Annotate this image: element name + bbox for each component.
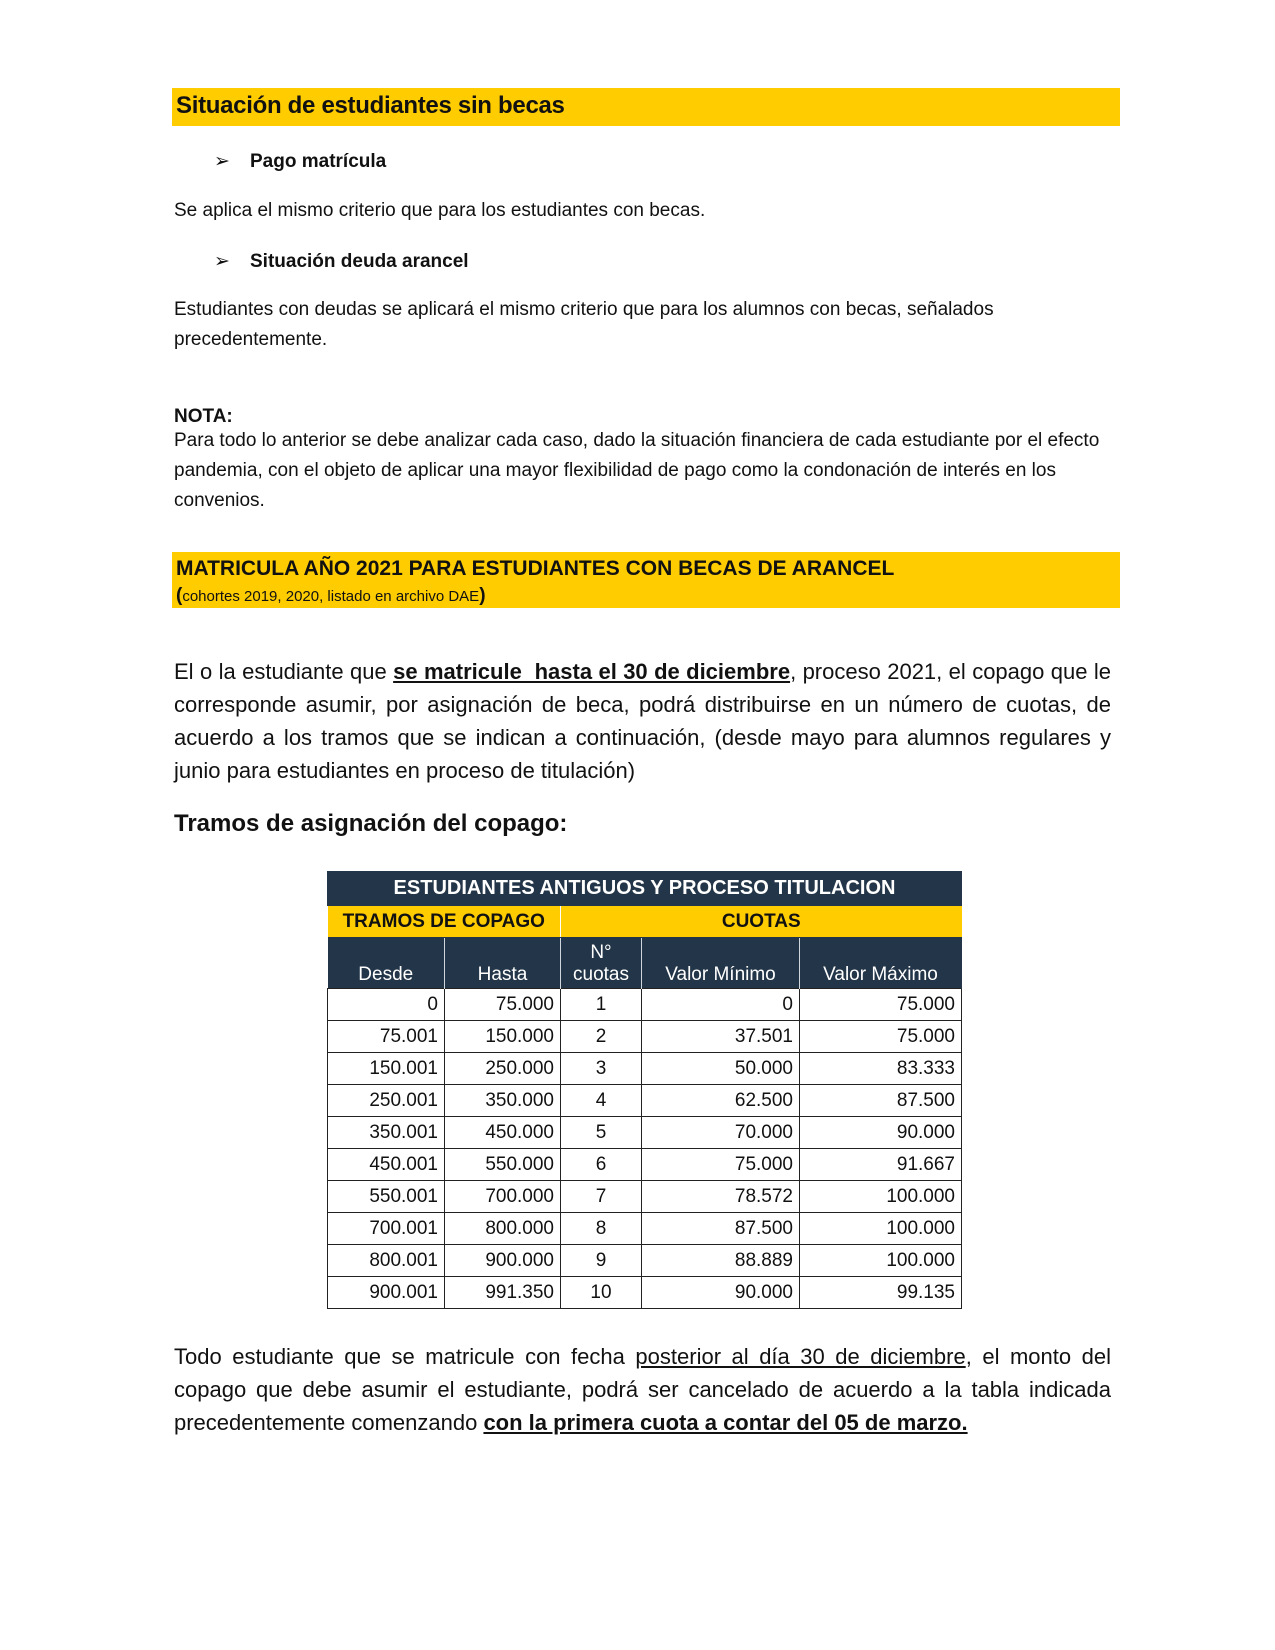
table-row bbox=[328, 1181, 962, 1213]
col-header-desde: Desde bbox=[328, 938, 445, 989]
col-header-valor-minimo: Valor Mínimo bbox=[642, 938, 800, 989]
cell-valor-minimo: 78.572 bbox=[642, 1181, 800, 1213]
cell-hasta: 550.000 bbox=[445, 1149, 561, 1181]
cell-valor-maximo: 75.000 bbox=[800, 1021, 962, 1053]
cell-n-cuotas: 8 bbox=[561, 1213, 642, 1245]
paragraph-deuda bbox=[174, 295, 994, 355]
cell-desde: 350.001 bbox=[328, 1117, 445, 1149]
col-header-hasta: Hasta bbox=[445, 938, 561, 989]
cell-valor-maximo: 100.000 bbox=[800, 1245, 962, 1277]
cell-n-cuotas: 4 bbox=[561, 1085, 642, 1117]
bullet-pago-matricula bbox=[214, 150, 386, 173]
cell-hasta: 700.000 bbox=[445, 1181, 561, 1213]
cell-valor-maximo: 99.135 bbox=[800, 1277, 962, 1309]
cell-valor-maximo: 100.000 bbox=[800, 1213, 962, 1245]
cell-valor-minimo: 75.000 bbox=[642, 1149, 800, 1181]
cell-n-cuotas: 2 bbox=[561, 1021, 642, 1053]
cell-n-cuotas: 3 bbox=[561, 1053, 642, 1085]
paragraph-posterior bbox=[174, 1340, 1111, 1439]
table-row bbox=[328, 1085, 962, 1117]
section-header-sin-becas bbox=[172, 88, 1120, 126]
paragraph-line: Estudiantes con deudas se aplicará el mismo criterio que para los alumnos con becas, señalados bbox=[174, 299, 994, 320]
col-header-valor-maximo: Valor Máximo bbox=[800, 938, 962, 989]
cell-valor-maximo: 87.500 bbox=[800, 1085, 962, 1117]
note-line: Para todo lo anterior se debe analizar cada caso, dado la situación financiera de cada estudiante por el efecto bbox=[174, 430, 1100, 451]
cell-n-cuotas: 10 bbox=[561, 1277, 642, 1309]
cell-n-cuotas: 1 bbox=[561, 989, 642, 1021]
cell-desde: 700.001 bbox=[328, 1213, 445, 1245]
text-run: , el monto del copago que debe asumir el estudiante, podrá ser cancelado de acuerdo a la tabla indicada precedentemente comenzando bbox=[174, 1344, 1112, 1435]
text-run: Todo estudiante que se matricule con fecha bbox=[174, 1344, 636, 1369]
text-run: , proceso 2021, el copago que le corresponde asumir, por asignación de beca, podrá distribuirse en un número de cuotas, de acuerdo a los tramos que se indican a continuación, (desde mayo para alumnos regulares y junio para estudiantes en proceso de titulación) bbox=[174, 659, 1111, 783]
table-row bbox=[328, 989, 962, 1021]
copago-table bbox=[327, 871, 962, 1309]
paragraph-pago: Se aplica el mismo criterio que para los estudiantes con becas. bbox=[174, 200, 706, 221]
table-row bbox=[328, 1213, 962, 1245]
cell-hasta: 250.000 bbox=[445, 1053, 561, 1085]
note-label: NOTA: bbox=[174, 406, 233, 427]
paren-close: ) bbox=[479, 585, 486, 606]
cell-n-cuotas: 5 bbox=[561, 1117, 642, 1149]
cell-valor-maximo: 91.667 bbox=[800, 1149, 962, 1181]
paren-open: ( bbox=[176, 585, 183, 606]
bullet-label: Pago matrícula bbox=[250, 151, 387, 172]
cell-valor-minimo: 90.000 bbox=[642, 1277, 800, 1309]
tramos-heading: Tramos de asignación del copago: bbox=[174, 810, 568, 837]
cell-valor-maximo: 83.333 bbox=[800, 1053, 962, 1085]
cell-valor-minimo: 0 bbox=[642, 989, 800, 1021]
bullet-label: Situación deuda arancel bbox=[250, 251, 469, 272]
first-payment-emphasis: con la primera cuota a contar del 05 de marzo. bbox=[483, 1410, 968, 1435]
cell-desde: 550.001 bbox=[328, 1181, 445, 1213]
subtitle-text: cohortes 2019, 2020, listado en archivo DAE bbox=[182, 588, 480, 605]
cell-valor-maximo: 75.000 bbox=[800, 989, 962, 1021]
table-row bbox=[328, 1117, 962, 1149]
table-row bbox=[328, 1245, 962, 1277]
arrow-bullet-icon: ➢ bbox=[214, 151, 230, 172]
arrow-bullet-icon: ➢ bbox=[214, 251, 230, 272]
cell-n-cuotas: 9 bbox=[561, 1245, 642, 1277]
section-title: Situación de estudiantes sin becas bbox=[176, 92, 565, 119]
paragraph-line: precedentemente. bbox=[174, 329, 328, 350]
section-subtitle bbox=[176, 585, 486, 607]
note-line: convenios. bbox=[174, 490, 265, 511]
group-header-cuotas: CUOTAS bbox=[561, 906, 962, 938]
cell-valor-minimo: 70.000 bbox=[642, 1117, 800, 1149]
cell-hasta: 450.000 bbox=[445, 1117, 561, 1149]
cell-valor-minimo: 87.500 bbox=[642, 1213, 800, 1245]
cell-hasta: 350.000 bbox=[445, 1085, 561, 1117]
table-row bbox=[328, 1053, 962, 1085]
col-header-line: cuotas bbox=[573, 964, 629, 985]
deadline-emphasis: se matricule hasta el 30 de diciembre bbox=[393, 659, 791, 684]
section-title: MATRICULA AÑO 2021 PARA ESTUDIANTES CON BECAS DE ARANCEL bbox=[176, 557, 895, 580]
cell-hasta: 75.000 bbox=[445, 989, 561, 1021]
note-line: pandemia, con el objeto de aplicar una mayor flexibilidad de pago como la condonación de interés en los bbox=[174, 460, 1056, 481]
cell-desde: 450.001 bbox=[328, 1149, 445, 1181]
bullet-deuda-arancel bbox=[214, 250, 469, 273]
cell-valor-maximo: 90.000 bbox=[800, 1117, 962, 1149]
note-text bbox=[174, 426, 1099, 516]
group-header-tramos: TRAMOS DE COPAGO bbox=[328, 906, 561, 938]
cell-desde: 250.001 bbox=[328, 1085, 445, 1117]
table-row bbox=[328, 1277, 962, 1309]
table-row bbox=[328, 1149, 962, 1181]
col-header-n-cuotas bbox=[561, 938, 642, 989]
col-header-line: N° bbox=[590, 942, 612, 963]
text-run: El o la estudiante que bbox=[174, 659, 394, 684]
cell-hasta: 900.000 bbox=[445, 1245, 561, 1277]
cell-desde: 75.001 bbox=[328, 1021, 445, 1053]
cell-n-cuotas: 7 bbox=[561, 1181, 642, 1213]
cell-desde: 0 bbox=[328, 989, 445, 1021]
section-header-matricula-2021 bbox=[172, 552, 1120, 608]
cell-valor-minimo: 37.501 bbox=[642, 1021, 800, 1053]
cell-desde: 150.001 bbox=[328, 1053, 445, 1085]
cell-valor-maximo: 100.000 bbox=[800, 1181, 962, 1213]
date-emphasis: posterior al día 30 de diciembre bbox=[635, 1344, 966, 1369]
paragraph-matricula bbox=[174, 655, 1111, 787]
table-title: ESTUDIANTES ANTIGUOS Y PROCESO TITULACION bbox=[328, 872, 962, 906]
table-row bbox=[328, 1021, 962, 1053]
cell-hasta: 800.000 bbox=[445, 1213, 561, 1245]
cell-hasta: 991.350 bbox=[445, 1277, 561, 1309]
cell-valor-minimo: 88.889 bbox=[642, 1245, 800, 1277]
cell-desde: 800.001 bbox=[328, 1245, 445, 1277]
cell-valor-minimo: 62.500 bbox=[642, 1085, 800, 1117]
cell-n-cuotas: 6 bbox=[561, 1149, 642, 1181]
cell-valor-minimo: 50.000 bbox=[642, 1053, 800, 1085]
cell-desde: 900.001 bbox=[328, 1277, 445, 1309]
cell-hasta: 150.000 bbox=[445, 1021, 561, 1053]
